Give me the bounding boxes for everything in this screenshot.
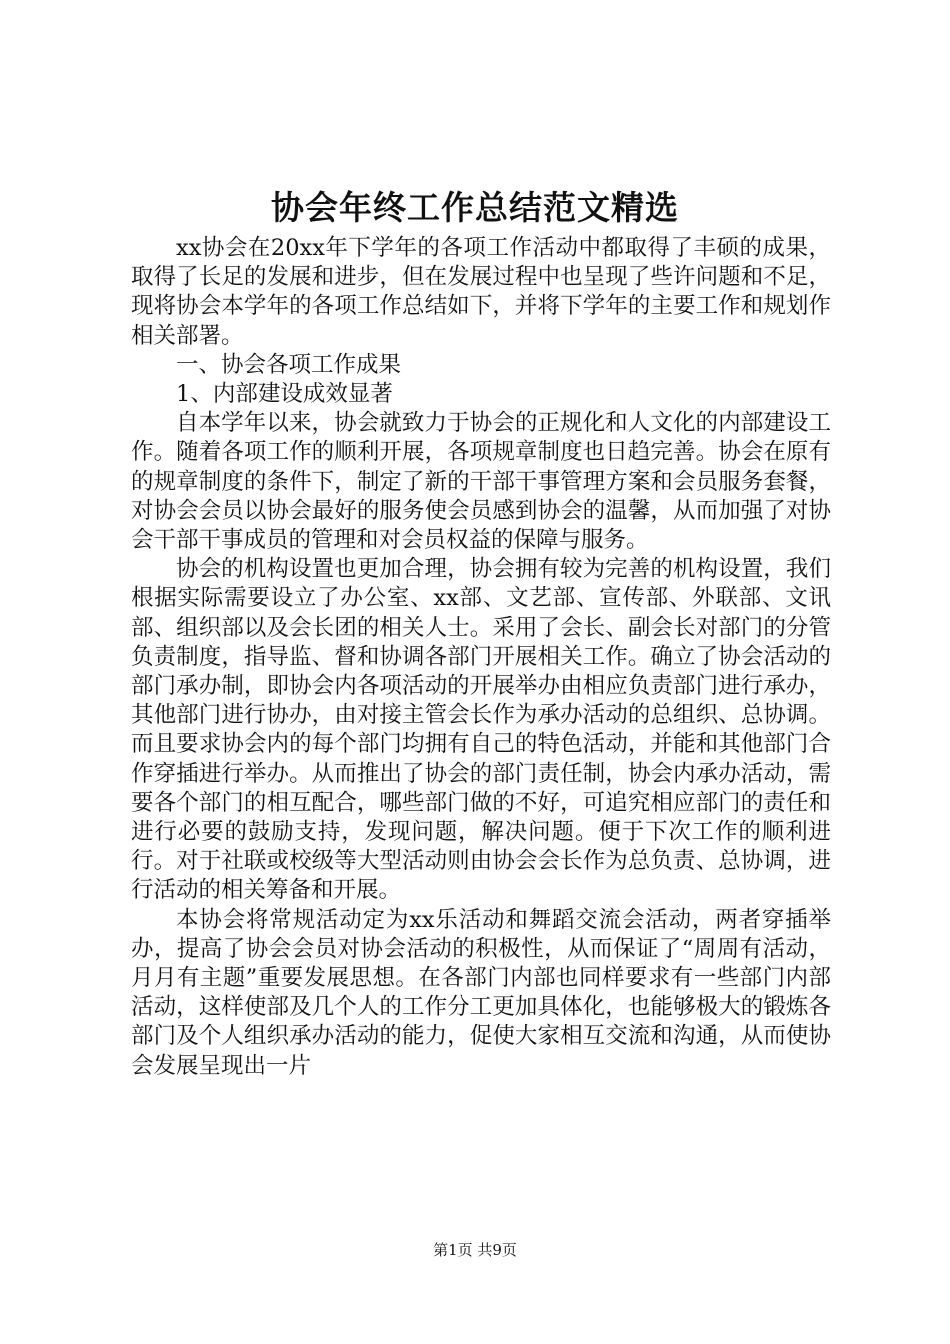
page-footer: 第1页 共9页: [433, 1241, 517, 1259]
subsection-heading: 1、内部建设成效显著: [176, 381, 393, 408]
paragraph-regular-activities: 本协会将常规活动定为xx乐活动和舞蹈交流会活动，两者穿插举办，提高了协会会员对协会活动的积极性，从而保证了“周周有活动，月月有主题”重要发展思想。在各部门内部也同样要求有一些部门内部活动，这样使部及几个人的工作分工更加具体化，也能够极大的锻炼各部门及个人组织承办活动的能力，促使大家相互交流和沟通，从而使协会发展呈现出一片: [131, 906, 831, 1079]
document-body: [131, 234, 831, 1081]
section-heading: 一、协会各项工作成果: [176, 351, 402, 378]
paragraph-internal-construction: 自本学年以来，协会就致力于协会的正规化和人文化的内部建设工作。随着各项工作的顺利开展，各项规章制度也日趋完善。协会在原有的规章制度的条件下，制定了新的干部干事管理方案和会员服务套餐，对协会会员以协会最好的服务使会员感到协会的温馨，从而加强了对协会干部干事成员的管理和对会员权益的保障与服务。: [131, 410, 831, 554]
document-title: 协会年终工作总结范文精选: [271, 188, 679, 227]
paragraph-intro: xx协会在20xx年下学年的各项工作活动中都取得了丰硕的成果，取得了长足的发展和进步，但在发展过程中也呈现了些许问题和不足，现将协会本学年的各项工作总结如下，并将下学年的主要工作和规划作相关部署。: [131, 235, 831, 349]
paragraph-organization: 协会的机构设置也更加合理，协会拥有较为完善的机构设置，我们根据实际需要设立了办公室、xx部、文艺部、宣传部、外联部、文讯部、组织部以及会长团的相关人士。采用了会长、副会长对部门的分管负责制度，指导监、督和协调各部门开展相关工作。确立了协会活动的部门承办制，即协会内各项活动的开展举办由相应负责部门进行承办，其他部门进行协办，由对接主管会长作为承办活动的总组织、总协调。而且要求协会内的每个部门均拥有自己的特色活动，并能和其他部门合作穿插进行举办。从而推出了协会的部门责任制，协会内承办活动，需要各个部门的相互配合，哪些部门做的不好，可追究相应部门的责任和进行必要的鼓励支持，发现问题，解决问题。便于下次工作的顺利进行。对于社联或校级等大型活动则由协会会长作为总负责、总协调，进行活动的相关筹备和开展。: [131, 556, 831, 904]
